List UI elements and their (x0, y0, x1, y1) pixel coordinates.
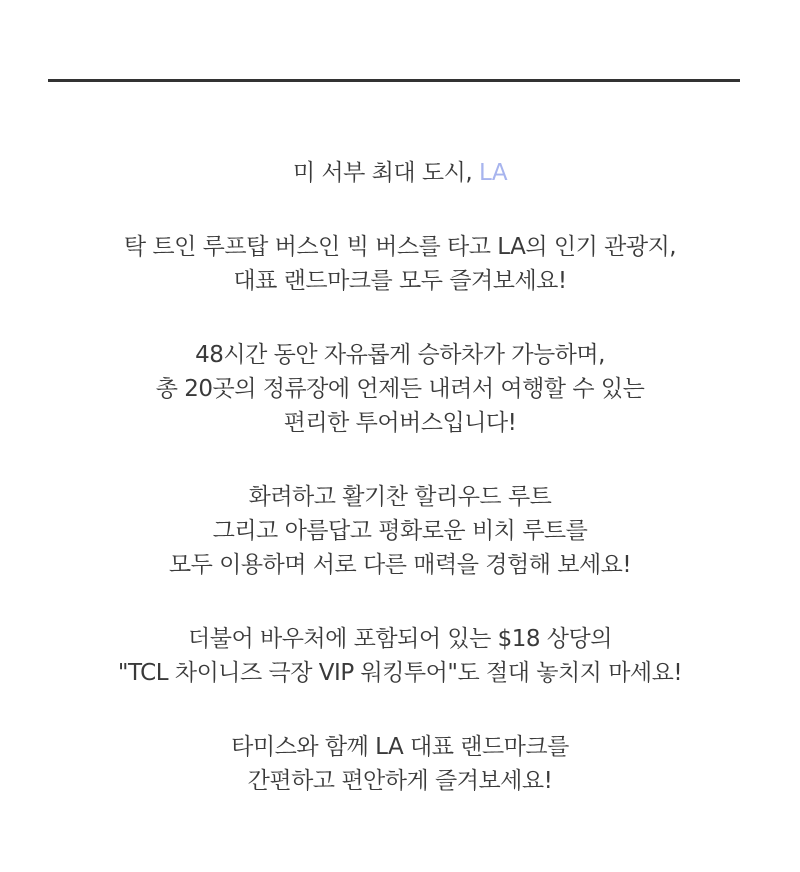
heading-paragraph (0, 156, 800, 190)
text-line: 그리고 아름답고 평화로운 비치 루트를 (212, 518, 588, 544)
paragraph-3 (0, 480, 800, 582)
heading-line (0, 156, 800, 190)
heading-accent: LA (479, 160, 508, 186)
top-divider (48, 79, 740, 82)
heading-prefix: 미 서부 최대 도시, (292, 160, 479, 186)
text-line: 총 20곳의 정류장에 언제든 내려서 여행할 수 있는 (155, 376, 645, 402)
text-line: 화려하고 활기찬 할리우드 루트 (248, 484, 552, 510)
text-line: 편리한 투어버스입니다! (283, 410, 517, 436)
text-line: "TCL 차이니즈 극장 VIP 워킹투어"도 절대 놓치지 마세요! (117, 660, 683, 686)
description-body (0, 156, 800, 838)
paragraph-2 (0, 338, 800, 440)
text-line: 48시간 동안 자유롭게 승하차가 가능하며, (195, 342, 605, 368)
text-line: 더불어 바우처에 포함되어 있는 $18 상당의 (188, 626, 612, 652)
text-line: 대표 랜드마크를 모두 즐겨보세요! (233, 268, 567, 294)
paragraph-1 (0, 230, 800, 298)
paragraph-4 (0, 622, 800, 690)
text-line: 타미스와 함께 LA 대표 랜드마크를 (231, 734, 569, 760)
paragraph-5 (0, 730, 800, 798)
text-line: 탁 트인 루프탑 버스인 빅 버스를 타고 LA의 인기 관광지, (123, 234, 677, 260)
text-line: 간편하고 편안하게 즐겨보세요! (247, 768, 553, 794)
text-line: 모두 이용하며 서로 다른 매력을 경험해 보세요! (168, 552, 632, 578)
